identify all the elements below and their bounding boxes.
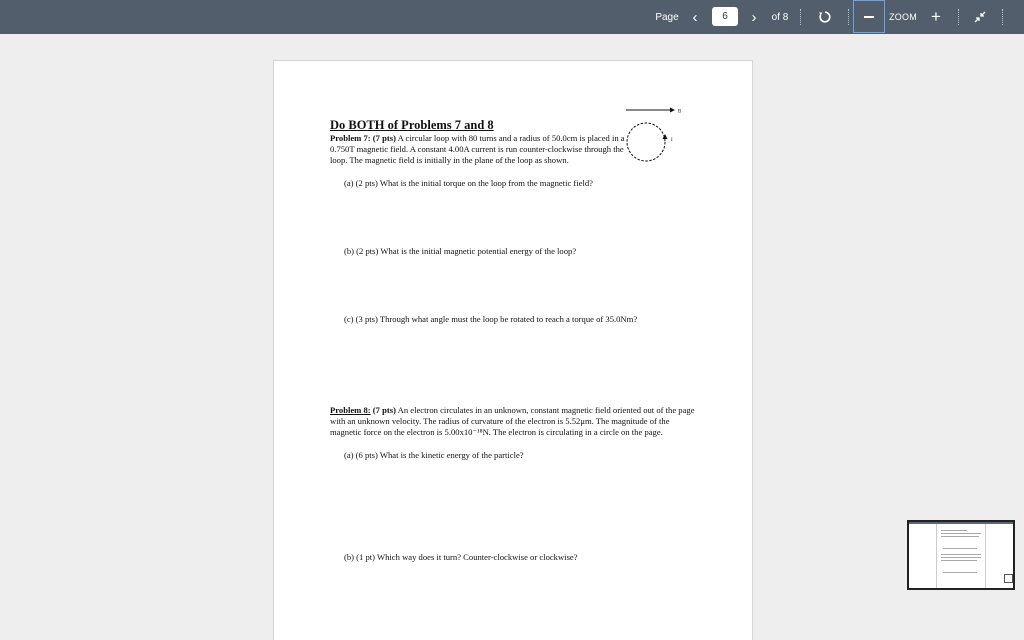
problem-7-part-c: (c) (3 pts) Through what angle must the loop be rotated to reach a torque of 35.0Nm?	[344, 314, 638, 324]
plus-icon[interactable]: +	[931, 7, 941, 26]
separator	[848, 9, 849, 25]
problem-8-part-b: (b) (1 pt) Which way does it turn? Counter-clockwise or clockwise?	[344, 552, 578, 562]
problem-7-part-b: (b) (2 pts) What is the initial magnetic potential energy of the loop?	[344, 246, 577, 256]
separator	[958, 9, 959, 25]
page-heading: Do BOTH of Problems 7 and 8	[330, 118, 494, 132]
magnetic-field-figure	[620, 103, 690, 165]
problem-7-text	[330, 133, 630, 167]
rotate-icon[interactable]	[814, 0, 836, 34]
toolbar	[0, 0, 1024, 34]
field-label: B	[678, 109, 682, 115]
problem-7-part-a: (a) (2 pts) What is the initial torque on the loop from the magnetic field?	[344, 178, 593, 188]
problem-8-text	[330, 405, 700, 439]
separator	[1002, 9, 1003, 25]
collapse-icon[interactable]	[968, 0, 992, 34]
page-count: of 8	[771, 11, 789, 23]
problem-8-part-a: (a) (6 pts) What is the kinetic energy of the particle?	[344, 450, 524, 460]
problem-8-body: An electron circulates in an unknown, constant magnetic field oriented out of the page with an unknown velocity. The radius of curvature of the electron is 5.52μm. The magnitude of the magnetic force on the electron is 5.00x10⁻¹⁸N. The electron is circulating in a circle on the page.	[330, 405, 695, 438]
current-label: I	[671, 138, 673, 143]
chevron-right-icon[interactable]: ›	[751, 8, 757, 26]
page-thumbnail[interactable]	[907, 520, 1015, 590]
separator	[800, 9, 801, 25]
chevron-left-icon[interactable]: ‹	[692, 8, 698, 26]
problem-8-points: (7 pts)	[370, 405, 396, 415]
page-number-input[interactable]	[712, 7, 738, 26]
problem-7-body: A circular loop with 80 turns and a radius of 50.0cm is placed in a 0.750T magnetic field. A constant 4.00A current is run counter-clockwise through the loop. The magnetic field is initially in the plane of the loop as shown.	[330, 133, 625, 166]
page-label: Page	[655, 11, 679, 23]
minus-icon[interactable]	[853, 0, 885, 33]
thumbnail-viewport-indicator[interactable]	[1004, 574, 1013, 583]
thumbnail-page	[936, 524, 986, 588]
document-page	[273, 60, 753, 640]
zoom-label: ZOOM	[889, 12, 917, 22]
problem-7-label: Problem 7: (7 pts)	[330, 133, 396, 143]
problem-8-label: Problem 8:	[330, 405, 371, 415]
